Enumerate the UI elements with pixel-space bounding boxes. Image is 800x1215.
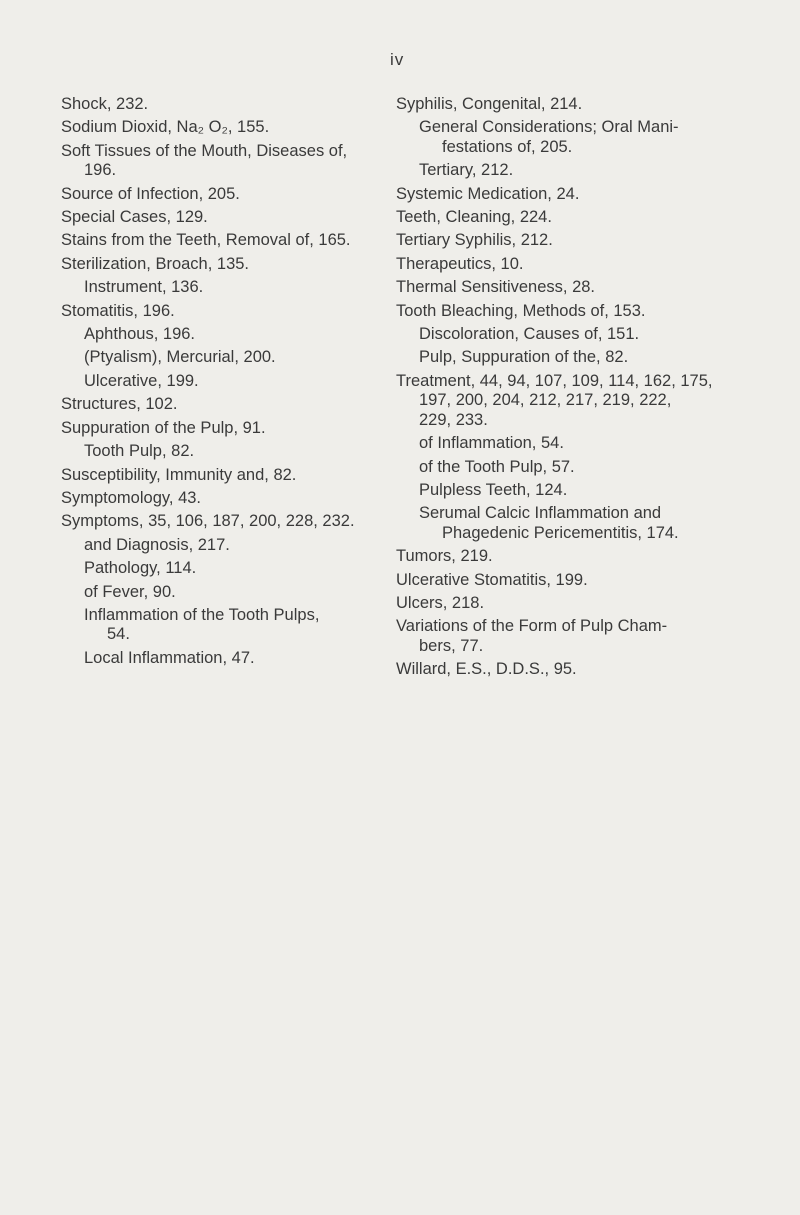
- index-entry: [396, 231, 746, 250]
- index-subentry: [61, 583, 391, 602]
- index-entry-line: Soft Tissues of the Mouth, Diseases of,: [61, 141, 348, 160]
- index-entry-line: Stains from the Teeth, Removal of, 165.: [61, 231, 351, 250]
- index-entry: [396, 185, 746, 204]
- index-subentry: [61, 536, 391, 555]
- index-entry-line: Phagedenic Pericementitis, 174.: [442, 523, 679, 542]
- index-entry: [396, 617, 746, 656]
- index-entry-line: Susceptibility, Immunity and, 82.: [61, 465, 297, 484]
- index-subentry: [396, 348, 746, 367]
- index-subentry: [61, 559, 391, 578]
- index-entry: [396, 255, 746, 274]
- index-entry: [396, 547, 746, 566]
- index-entry-line: Shock, 232.: [61, 95, 149, 113]
- page-number: iv: [390, 50, 405, 69]
- index-entry-line: Sterilization, Broach, 135.: [61, 254, 250, 273]
- index-entry: [61, 208, 391, 227]
- index-entry-line: Serumal Calcic Inflammation and: [419, 504, 662, 523]
- index-entry-line: Thermal Sensitiveness, 28.: [396, 278, 596, 297]
- index-entry: [61, 395, 391, 414]
- index-entry-line: Inflammation of the Tooth Pulps,: [84, 605, 320, 624]
- index-entry-line: (Ptyalism), Mercurial, 200.: [84, 348, 276, 367]
- index-entry-line: Stomatitis, 196.: [61, 301, 175, 320]
- index-entry: [61, 489, 391, 508]
- index-entry-line: Tooth Pulp, 82.: [84, 442, 195, 461]
- index-entry: [61, 419, 391, 438]
- index-entry: [61, 512, 391, 531]
- index-entry-line: Syphilis, Congenital, 214.: [396, 95, 583, 113]
- index-entry-line: 197, 200, 204, 212, 217, 219, 222,: [419, 391, 672, 410]
- index-entry: [396, 302, 746, 321]
- index-entry-line: Pathology, 114.: [84, 559, 197, 578]
- index-subentry: [61, 442, 391, 461]
- index-entry-line: Sodium Dioxid, Na₂ O₂, 155.: [61, 118, 270, 137]
- index-subentry: [396, 504, 746, 543]
- index-subentry: [61, 372, 391, 391]
- index-entry-line: Instrument, 136.: [84, 278, 204, 297]
- index-entry-line: 196.: [84, 161, 117, 180]
- index-subentry: [396, 325, 746, 344]
- index-subentry: [396, 458, 746, 477]
- index-entry-line: Systemic Medication, 24.: [396, 184, 580, 203]
- index-subentry: [396, 434, 746, 453]
- index-entry-line: Variations of the Form of Pulp Cham-: [396, 617, 668, 636]
- index-entry: [396, 372, 746, 430]
- index-subentry: [396, 161, 746, 180]
- index-subentry: [61, 325, 391, 344]
- index-entry: [61, 255, 391, 274]
- index-entry-line: 229, 233.: [419, 410, 488, 429]
- index-entry-line: of Inflammation, 54.: [419, 434, 564, 453]
- index-entry-line: Tooth Bleaching, Methods of, 153.: [396, 301, 646, 320]
- index-subentry: [61, 606, 391, 645]
- index-entry-line: 54.: [107, 625, 130, 644]
- index-entry: [396, 208, 746, 227]
- index-entry-line: Symptomology, 43.: [61, 488, 202, 507]
- index-entry-line: and Diagnosis, 217.: [84, 535, 230, 554]
- index-entry-line: festations of, 205.: [442, 137, 573, 156]
- index-entry: [396, 278, 746, 297]
- index-entry-line: bers, 77.: [419, 636, 484, 655]
- index-entry: [61, 231, 391, 250]
- index-entry-line: of the Tooth Pulp, 57.: [419, 457, 575, 476]
- index-entry-line: Special Cases, 129.: [61, 208, 208, 227]
- index-entry-line: Local Inflammation, 47.: [84, 648, 255, 667]
- index-entry-line: Structures, 102.: [61, 395, 178, 414]
- index-entry-line: Tumors, 219.: [396, 547, 493, 566]
- index-entry-line: Discoloration, Causes of, 151.: [419, 325, 640, 344]
- index-entry-line: Ulcerative, 199.: [84, 371, 199, 390]
- index-entry-line: of Fever, 90.: [84, 582, 176, 601]
- index-subentry: [61, 649, 391, 668]
- index-entry-line: Ulcerative Stomatitis, 199.: [396, 570, 588, 589]
- index-entry-line: Aphthous, 196.: [84, 325, 196, 344]
- index-entry-line: Tertiary, 212.: [419, 161, 514, 180]
- index-entry: [61, 95, 391, 114]
- index-entry-line: Therapeutics, 10.: [396, 254, 524, 273]
- index-subentry: [396, 481, 746, 500]
- index-entry-line: General Considerations; Oral Mani-: [419, 118, 679, 137]
- index-entry: [61, 142, 391, 181]
- index-entry-line: Ulcers, 218.: [396, 593, 485, 612]
- index-subentry: [396, 118, 746, 157]
- index-entry-line: Willard, E.S., D.D.S., 95.: [396, 660, 577, 679]
- index-subentry: [61, 348, 391, 367]
- index-column-right: [396, 95, 746, 680]
- index-entry: [396, 660, 746, 679]
- index-entry-line: Pulpless Teeth, 124.: [419, 480, 568, 499]
- index-entry-line: Teeth, Cleaning, 224.: [396, 208, 552, 227]
- index-entry: [61, 302, 391, 321]
- index-entry: [61, 466, 391, 485]
- index-column-left: [61, 95, 391, 668]
- index-entry: [396, 594, 746, 613]
- index-entry-line: Suppuration of the Pulp, 91.: [61, 418, 266, 437]
- index-entry-line: Tertiary Syphilis, 212.: [396, 231, 553, 250]
- index-entry-line: Pulp, Suppuration of the, 82.: [419, 348, 629, 367]
- index-entry: [61, 185, 391, 204]
- index-entry-line: Treatment, 44, 94, 107, 109, 114, 162, 175,: [396, 371, 713, 390]
- index-entry: [396, 571, 746, 590]
- index-entry-line: Symptoms, 35, 106, 187, 200, 228, 232.: [61, 512, 355, 531]
- index-entry: [61, 118, 391, 137]
- index-entry: [396, 95, 746, 114]
- index-entry-line: Source of Infection, 205.: [61, 184, 240, 203]
- index-subentry: [61, 278, 391, 297]
